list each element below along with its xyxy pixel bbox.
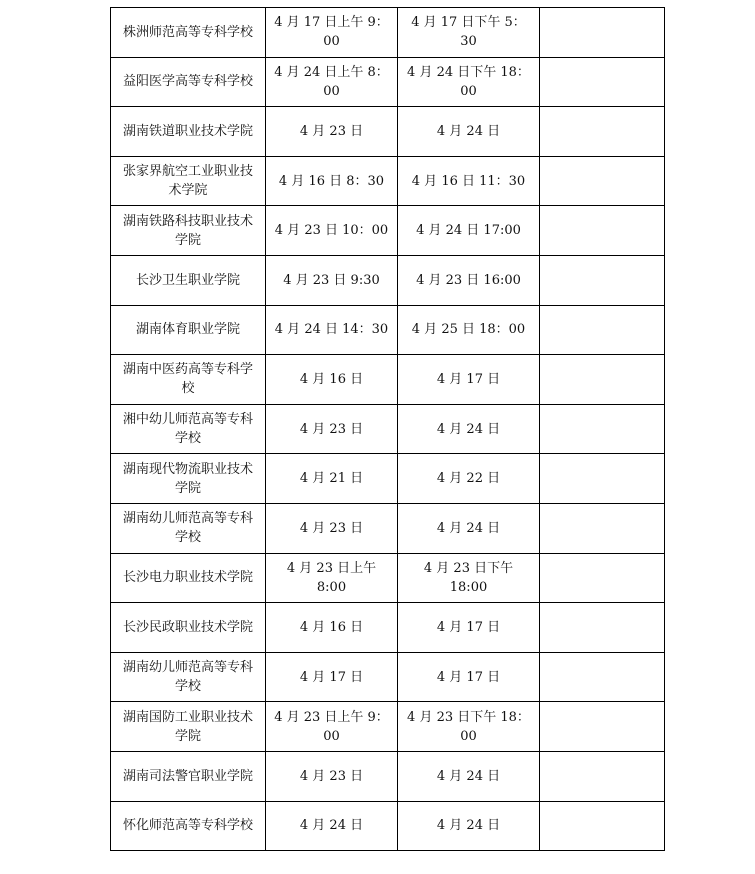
school-name-cell: 怀化师范高等专科学校 <box>111 801 266 851</box>
note-cell <box>540 751 665 801</box>
school-name-cell: 湖南幼儿师范高等专科学校 <box>111 652 266 702</box>
school-name-cell: 湖南国防工业职业技术学院 <box>111 702 266 752</box>
end-time-cell: 4 月 24 日 <box>398 404 540 454</box>
start-time-cell: 4 月 23 日 <box>266 107 398 157</box>
note-cell <box>540 8 665 58</box>
table-row <box>111 553 665 603</box>
school-name-cell: 湖南铁道职业技术学院 <box>111 107 266 157</box>
schedule-table <box>110 7 665 851</box>
start-time-cell: 4 月 23 日 10：00 <box>266 206 398 256</box>
note-cell <box>540 404 665 454</box>
end-time-cell: 4 月 24 日 <box>398 107 540 157</box>
note-cell <box>540 801 665 851</box>
school-name-cell: 湖南现代物流职业技术学院 <box>111 454 266 504</box>
table-row <box>111 8 665 58</box>
school-name-cell: 益阳医学高等专科学校 <box>111 57 266 107</box>
start-time-cell: 4 月 23 日 <box>266 751 398 801</box>
start-time-cell: 4 月 23 日上午 8:00 <box>266 553 398 603</box>
end-time-cell: 4 月 23 日下午 18：00 <box>398 702 540 752</box>
start-time-cell: 4 月 16 日 8：30 <box>266 156 398 206</box>
start-time-cell: 4 月 16 日 <box>266 603 398 653</box>
note-cell <box>540 355 665 405</box>
note-cell <box>540 503 665 553</box>
table-row <box>111 603 665 653</box>
end-time-cell: 4 月 24 日 <box>398 503 540 553</box>
start-time-cell: 4 月 17 日 <box>266 652 398 702</box>
end-time-cell: 4 月 23 日下午 18:00 <box>398 553 540 603</box>
note-cell <box>540 57 665 107</box>
start-time-cell: 4 月 17 日上午 9：00 <box>266 8 398 58</box>
table-row <box>111 156 665 206</box>
school-name-cell: 长沙卫生职业学院 <box>111 255 266 305</box>
end-time-cell: 4 月 17 日下午 5：30 <box>398 8 540 58</box>
end-time-cell: 4 月 17 日 <box>398 603 540 653</box>
note-cell <box>540 603 665 653</box>
table-row <box>111 454 665 504</box>
note-cell <box>540 156 665 206</box>
start-time-cell: 4 月 23 日 <box>266 404 398 454</box>
school-name-cell: 长沙电力职业技术学院 <box>111 553 266 603</box>
table-row <box>111 255 665 305</box>
end-time-cell: 4 月 23 日 16:00 <box>398 255 540 305</box>
school-name-cell: 湖南体育职业学院 <box>111 305 266 355</box>
school-name-cell: 张家界航空工业职业技术学院 <box>111 156 266 206</box>
end-time-cell: 4 月 24 日 17:00 <box>398 206 540 256</box>
schedule-table-body <box>111 8 665 851</box>
table-row <box>111 305 665 355</box>
note-cell <box>540 454 665 504</box>
table-row <box>111 801 665 851</box>
end-time-cell: 4 月 24 日 <box>398 751 540 801</box>
school-name-cell: 湖南司法警官职业学院 <box>111 751 266 801</box>
start-time-cell: 4 月 16 日 <box>266 355 398 405</box>
note-cell <box>540 107 665 157</box>
end-time-cell: 4 月 17 日 <box>398 652 540 702</box>
school-name-cell: 湖南幼儿师范高等专科学校 <box>111 503 266 553</box>
table-row <box>111 404 665 454</box>
school-name-cell: 湖南中医药高等专科学校 <box>111 355 266 405</box>
table-row <box>111 702 665 752</box>
start-time-cell: 4 月 21 日 <box>266 454 398 504</box>
start-time-cell: 4 月 24 日 <box>266 801 398 851</box>
start-time-cell: 4 月 23 日 9:30 <box>266 255 398 305</box>
table-row <box>111 107 665 157</box>
table-row <box>111 652 665 702</box>
note-cell <box>540 702 665 752</box>
table-row <box>111 355 665 405</box>
school-name-cell: 湘中幼儿师范高等专科学校 <box>111 404 266 454</box>
note-cell <box>540 206 665 256</box>
end-time-cell: 4 月 17 日 <box>398 355 540 405</box>
end-time-cell: 4 月 22 日 <box>398 454 540 504</box>
end-time-cell: 4 月 24 日 <box>398 801 540 851</box>
end-time-cell: 4 月 24 日下午 18：00 <box>398 57 540 107</box>
school-name-cell: 株洲师范高等专科学校 <box>111 8 266 58</box>
schedule-sheet <box>110 7 665 851</box>
note-cell <box>540 255 665 305</box>
end-time-cell: 4 月 25 日 18：00 <box>398 305 540 355</box>
start-time-cell: 4 月 24 日 14：30 <box>266 305 398 355</box>
table-row <box>111 503 665 553</box>
start-time-cell: 4 月 23 日 <box>266 503 398 553</box>
table-row <box>111 57 665 107</box>
table-row <box>111 206 665 256</box>
start-time-cell: 4 月 23 日上午 9：00 <box>266 702 398 752</box>
end-time-cell: 4 月 16 日 11：30 <box>398 156 540 206</box>
note-cell <box>540 305 665 355</box>
table-row <box>111 751 665 801</box>
school-name-cell: 长沙民政职业技术学院 <box>111 603 266 653</box>
note-cell <box>540 652 665 702</box>
note-cell <box>540 553 665 603</box>
start-time-cell: 4 月 24 日上午 8：00 <box>266 57 398 107</box>
school-name-cell: 湖南铁路科技职业技术学院 <box>111 206 266 256</box>
